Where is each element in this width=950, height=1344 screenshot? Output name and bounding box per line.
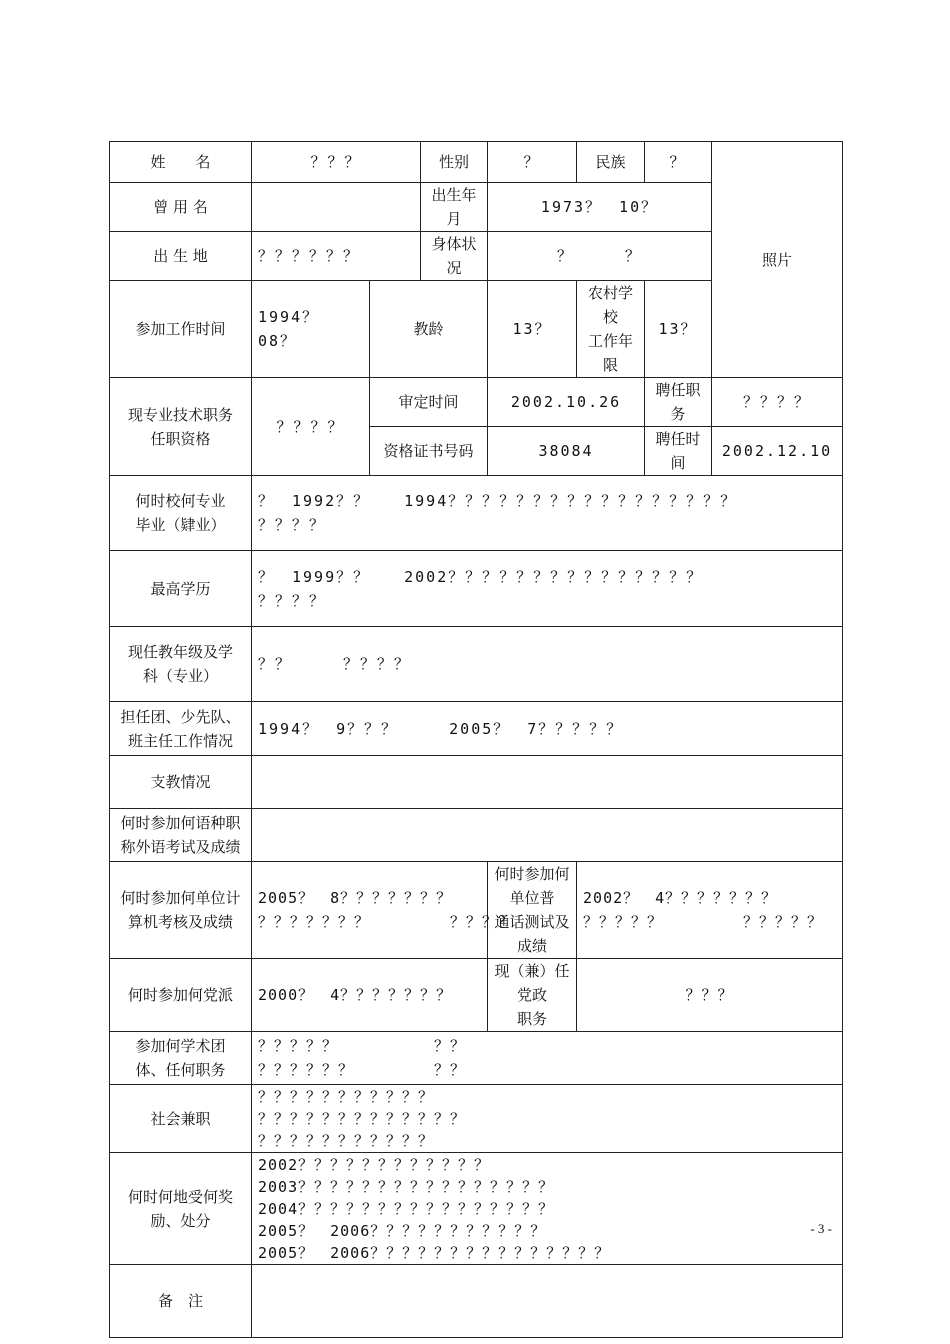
academic-label: 参加何学术团 体、任何职务 (110, 1032, 252, 1085)
work-start-label: 参加工作时间 (110, 281, 252, 378)
title-label: 现专业技术职务 任职资格 (110, 378, 252, 476)
former-name-label: 曾 用 名 (110, 183, 252, 232)
highest-edu-value: ？ 1999？？ 2002？？？？？？？？？？？？？？？ ？？？？ (252, 551, 843, 627)
name-value: ？？？ (252, 142, 421, 183)
name-label: 姓 名 (110, 142, 252, 183)
work-start-value: 1994？ 08？ (252, 281, 370, 378)
cert-no-label: 资格证书号码 (370, 427, 488, 476)
graduation-label: 何时校何专业 毕业（肄业） (110, 476, 252, 551)
remarks-value (252, 1265, 843, 1338)
appointed-time-label: 聘任时间 (645, 427, 712, 476)
awards-value: 2002？？？？？？？？？？？？ 2003？？？？？？？？？？？？？？？？ 2004？？？？？？？？？？？？？？？？ 2005？ 2006？？？？？？？？？？？ 2005？ 2006？？？？？？？？？？？？？？？ (252, 1153, 843, 1265)
awards-label: 何时何地受何奖 励、处分 (110, 1153, 252, 1265)
rural-years-value: 13？ (645, 281, 712, 378)
former-name-value (252, 183, 421, 232)
appointed-time-value: 2002.12.10 (712, 427, 843, 476)
remarks-label: 备 注 (110, 1265, 252, 1338)
party-label: 何时参加何党派 (110, 959, 252, 1032)
academic-value: ？？？？？ ？？ ？？？？？？ ？？ (252, 1032, 843, 1085)
league-label: 担任团、少先队、 班主任工作情况 (110, 702, 252, 756)
approve-time-value: 2002.10.26 (488, 378, 645, 427)
current-teaching-label: 现任教年级及学 科（专业） (110, 627, 252, 702)
appointed-post-label: 聘任职务 (645, 378, 712, 427)
league-value: 1994？ 9？？？ 2005？ 7？？？？？ (252, 702, 843, 756)
mandarin-value: 2002？ 4？？？？？？？ ？？？？？ ？？？？？ (577, 862, 843, 959)
title-value: ？？？？ (252, 378, 370, 476)
health-label: 身体状况 (421, 232, 488, 281)
party-post-value: ？？？ (577, 959, 843, 1032)
cert-no-value: 38084 (488, 427, 645, 476)
gender-label: 性别 (421, 142, 488, 183)
teaching-years-value: 13？ (488, 281, 577, 378)
rural-years-label: 农村学校 工作年限 (577, 281, 645, 378)
teaching-years-label: 教龄 (370, 281, 488, 378)
mandarin-label: 何时参加何单位普 通话测试及成绩 (488, 862, 577, 959)
photo-label: 照片 (762, 250, 793, 269)
social-label: 社会兼职 (110, 1085, 252, 1153)
teacher-info-form (109, 141, 843, 1338)
graduation-value: ？ 1992？？ 1994？？？？？？？？？？？？？？？？？ ？？？？ (252, 476, 843, 551)
page-number: - 3 - (810, 1221, 832, 1236)
highest-edu-label: 最高学历 (110, 551, 252, 627)
birth-date-label: 出生年月 (421, 183, 488, 232)
gender-value: ？ (488, 142, 577, 183)
birthplace-label: 出 生 地 (110, 232, 252, 281)
language-value (252, 809, 843, 862)
health-value: ？ ？ (488, 232, 712, 281)
current-teaching-value: ？？ ？？？？ (252, 627, 843, 702)
support-value (252, 756, 843, 809)
ethnicity-value: ？ (645, 142, 712, 183)
computer-label: 何时参加何单位计 算机考核及成绩 (110, 862, 252, 959)
birth-date-value: 1973？ 10？ (488, 183, 712, 232)
approve-time-label: 审定时间 (370, 378, 488, 427)
computer-value: 2005？ 8？？？？？？？ ？？？？？？？ ？？？？ (252, 862, 488, 959)
birthplace-value: ？？？？？？ (252, 232, 421, 281)
photo-box (712, 142, 843, 378)
ethnicity-label: 民族 (577, 142, 645, 183)
language-label: 何时参加何语种职 称外语考试及成绩 (110, 809, 252, 862)
support-label: 支教情况 (110, 756, 252, 809)
social-value: ？？？？？？？？？？？ ？？？？？？？？？？？？？ ？？？？？？？？？？？ (252, 1085, 843, 1153)
appointed-post-value: ？？？？ (712, 378, 843, 427)
party-post-label: 现（兼）任党政 职务 (488, 959, 577, 1032)
party-value: 2000？ 4？？？？？？？ (252, 959, 488, 1032)
